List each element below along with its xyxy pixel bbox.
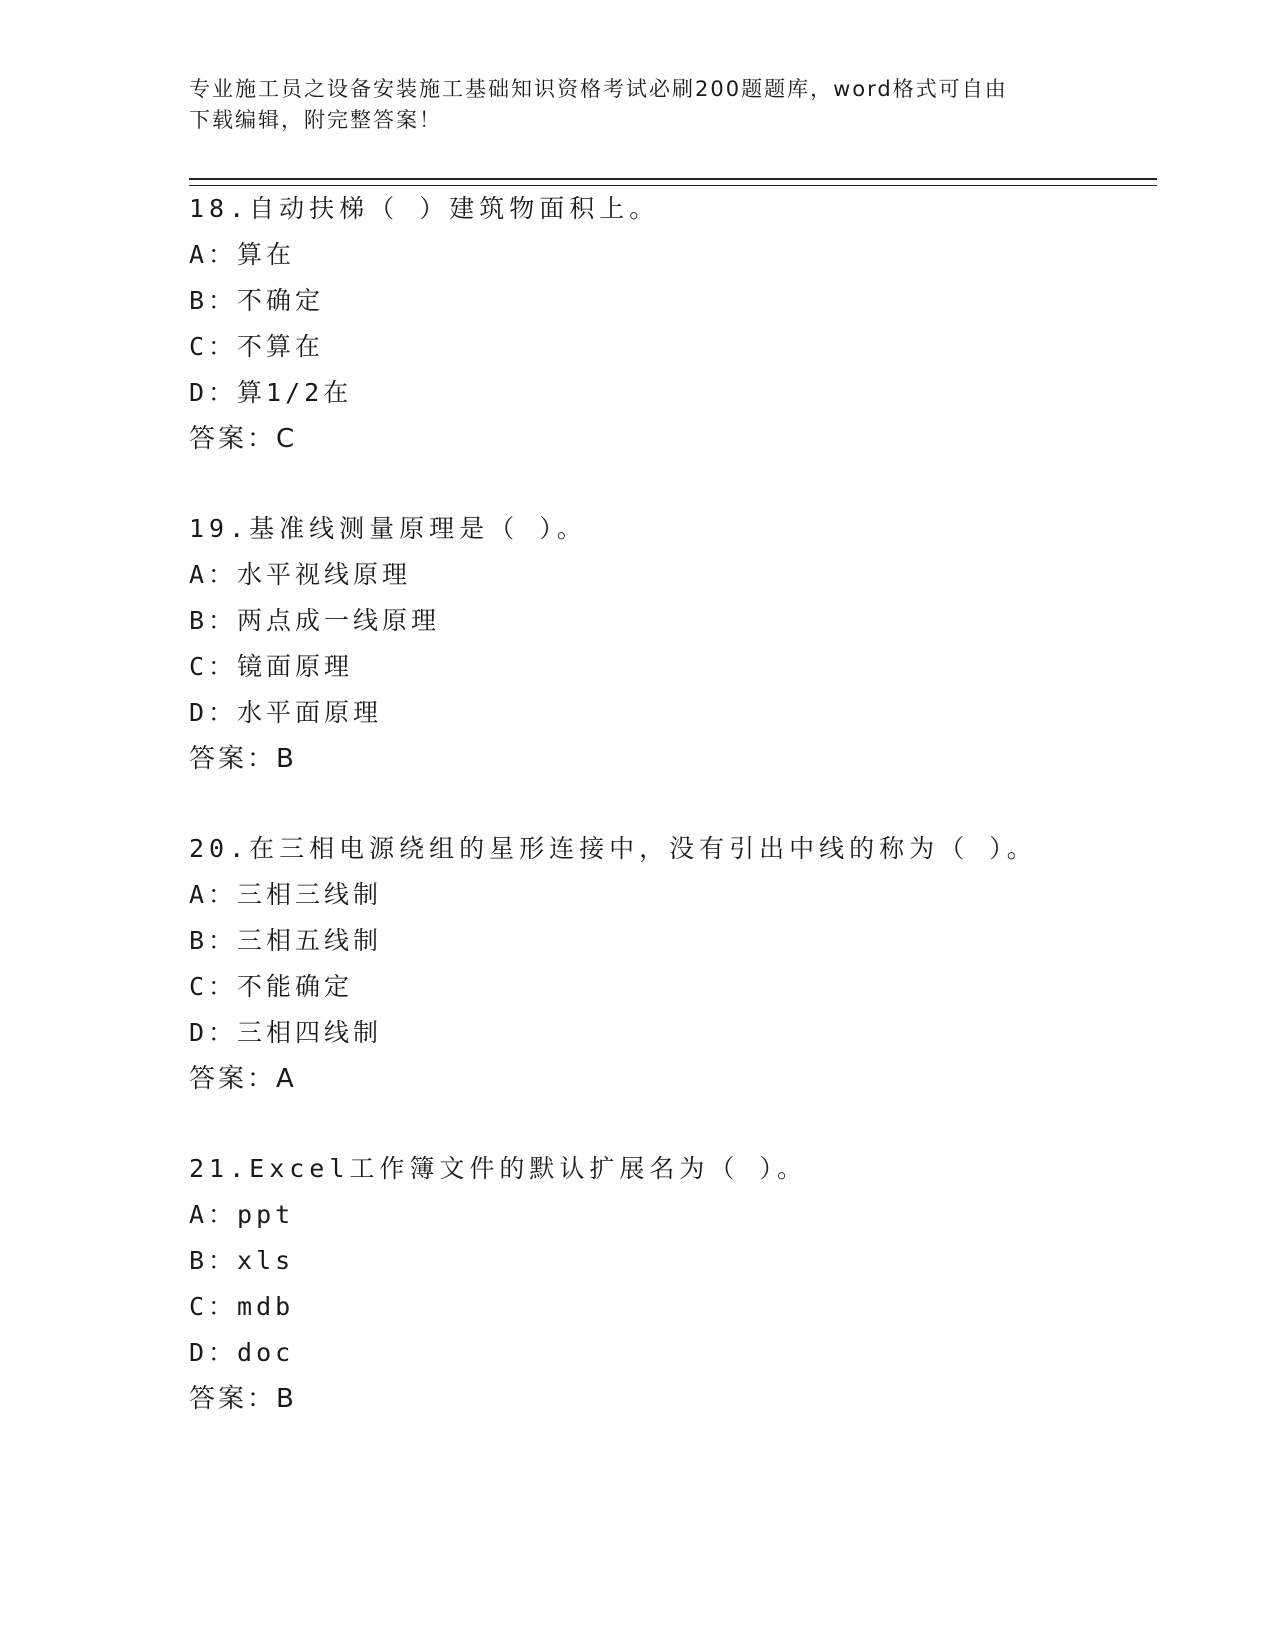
answer: 答案：A: [189, 1064, 297, 1094]
question-20: [189, 826, 1189, 1102]
option-a: A：算在: [189, 240, 296, 269]
header-divider: [189, 178, 1157, 186]
document-header: [189, 74, 1089, 136]
option-c: C：不算在: [189, 332, 325, 361]
option-a: A：ppt: [189, 1200, 295, 1229]
header-line-1: 专业施工员之设备安装施工基础知识资格考试必刷200题题库，word格式可自由: [189, 77, 1008, 101]
question-stem: 20.在三相电源绕组的星形连接中，没有引出中线的称为（ ）。: [189, 834, 1037, 863]
option-c: C：不能确定: [189, 972, 354, 1001]
option-c: C：镜面原理: [189, 652, 354, 681]
option-b: B：xls: [189, 1246, 295, 1275]
option-b: B：两点成一线原理: [189, 606, 441, 635]
question-stem: 19.基准线测量原理是（ ）。: [189, 514, 587, 543]
option-b: B：不确定: [189, 286, 325, 315]
question-19: [189, 506, 1189, 782]
option-d: D：水平面原理: [189, 698, 383, 727]
option-c: C：mdb: [189, 1292, 295, 1321]
option-d: D：三相四线制: [189, 1018, 383, 1047]
question-21: [189, 1146, 1189, 1422]
option-b: B：三相五线制: [189, 926, 383, 955]
option-d: D：算1/2在: [189, 378, 353, 407]
header-line-2: 下载编辑，附完整答案！: [189, 108, 442, 132]
option-d: D：doc: [189, 1338, 295, 1367]
option-a: A：三相三线制: [189, 880, 383, 909]
question-stem: 18.自动扶梯（ ）建筑物面积上。: [189, 194, 660, 223]
answer: 答案：B: [189, 1384, 297, 1414]
question-18: [189, 186, 1189, 462]
question-stem: 21.Excel工作簿文件的默认扩展名为（ ）。: [189, 1154, 807, 1183]
answer: 答案：B: [189, 744, 297, 774]
answer: 答案：C: [189, 424, 298, 454]
option-a: A：水平视线原理: [189, 560, 412, 589]
